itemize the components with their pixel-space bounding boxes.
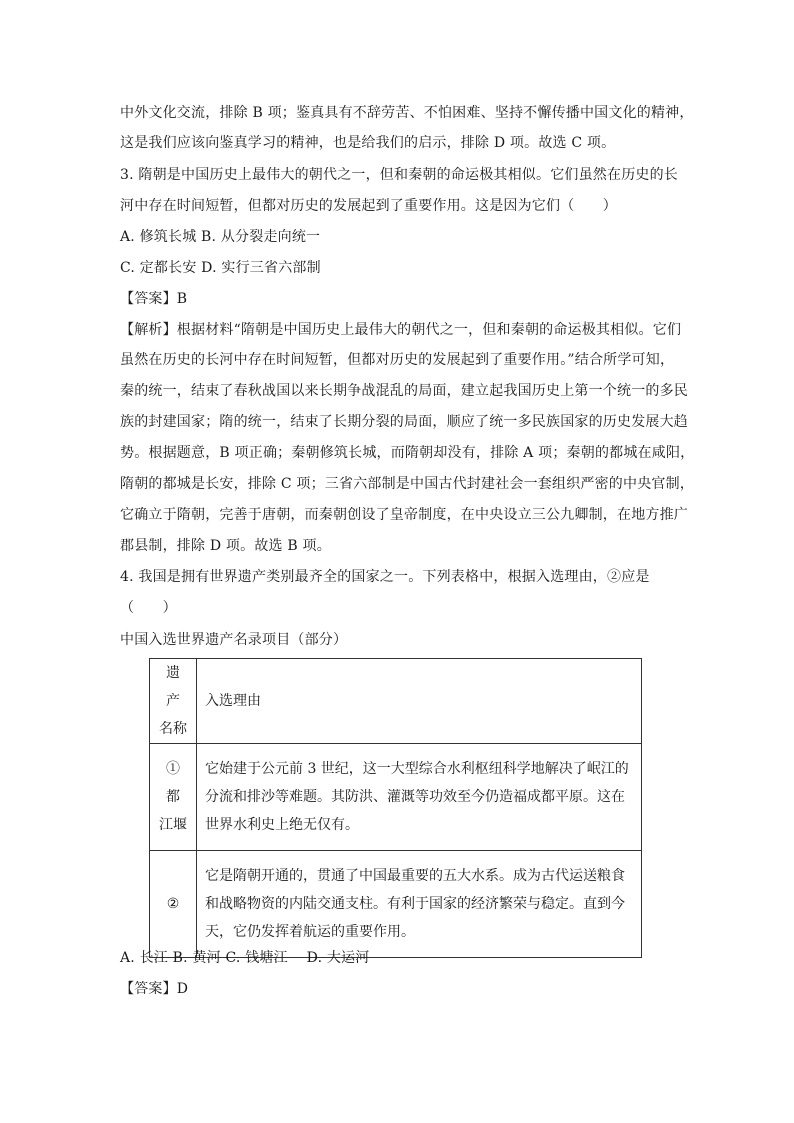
header-cell-reason: 入选理由 [197, 659, 642, 744]
analysis-line: 虽然在历史的长河中存在时间短暂，但都对历史的发展起到了重要作用。”结合所学可知， [120, 352, 675, 368]
question-4-stem: （ ） [120, 600, 177, 616]
table-row [150, 744, 642, 851]
question-4-stem: 4. 我国是拥有世界遗产类别最齐全的国家之一。下列表格中，根据入选理由，②应是 [120, 569, 650, 585]
analysis-line: 【解析】根据材料“隋朝是中国历史上最伟大的朝代之一，但和秦朝的命运极其相似。它们 [120, 322, 682, 338]
question-4-options: A. 长江 B. 黄河 C. 钱塘江 D. 大运河 [120, 950, 370, 966]
question-3-options: C. 定都长安 D. 实行三省六部制 [120, 260, 321, 276]
analysis-line: 隋朝的都城是长安，排除 C 项；三省六部制是中国古代封建社会一套组织严密的中央官制， [120, 476, 695, 492]
question-4-answer: 【答案】D [120, 981, 189, 997]
question-3-answer: 【答案】B [120, 291, 188, 307]
question-3-options: A. 修筑长城 B. 从分裂走向统一 [120, 229, 321, 245]
cell-reason: 它是隋朝开通的，贯通了中国最重要的五大水系。成为古代运送粮食和战略物资的内陆交通支柱。有利于国家的经济繁荣与稳定。直到今天，它仍发挥着航运的重要作用。 [197, 851, 642, 958]
text-line: 中外文化交流，排除 B 项；鉴真具有不辞劳苦、不怕困难、坚持不懈传播中国文化的精神， [120, 105, 694, 121]
cell-heritage-name: ② [150, 851, 197, 958]
cell-reason: 它始建于公元前 3 世纪，这一大型综合水利枢纽科学地解决了岷江的分流和排沙等难题。其防洪、灌溉等功效至今仍造福成都平原。这在世界水利史上绝无仅有。 [197, 744, 642, 851]
analysis-line: 族的封建国家；隋的统一，结束了长期分裂的局面，顺应了统一多民族国家的历史发展大趋 [120, 414, 688, 430]
heritage-table [149, 658, 642, 958]
table-row [150, 851, 642, 958]
text-line: 这是我们应该向鉴真学习的精神，也是给我们的启示，排除 D 项。故选 C 项。 [120, 135, 616, 151]
question-3-stem: 河中存在时间短暂，但都对历史的发展起到了重要作用。这是因为它们（ ） [120, 198, 617, 214]
analysis-line: 势。根据题意，B 项正确；秦朝修筑长城，而隋朝却没有，排除 A 项；秦朝的都城在咸阳， [120, 445, 695, 461]
header-cell-name: 遗 产 名称 [150, 659, 197, 744]
analysis-line: 秦的统一，结束了春秋战国以来长期争战混乱的局面，建立起我国历史上第一个统一的多民 [120, 383, 688, 399]
analysis-line: 郡县制，排除 D 项。故选 B 项。 [120, 538, 331, 554]
cell-heritage-name: ① 都 江堰 [150, 744, 197, 851]
analysis-line: 它确立于隋朝，完善于唐朝，而秦朝创设了皇帝制度，在中央设立三公九卿制，在地方推广 [120, 507, 688, 523]
question-3-stem: 3. 隋朝是中国历史上最伟大的朝代之一，但和秦朝的命运极其相似。它们虽然在历史的长 [120, 167, 679, 183]
table-caption: 中国入选世界遗产名录项目（部分） [120, 632, 348, 648]
table-header-row [150, 659, 642, 744]
